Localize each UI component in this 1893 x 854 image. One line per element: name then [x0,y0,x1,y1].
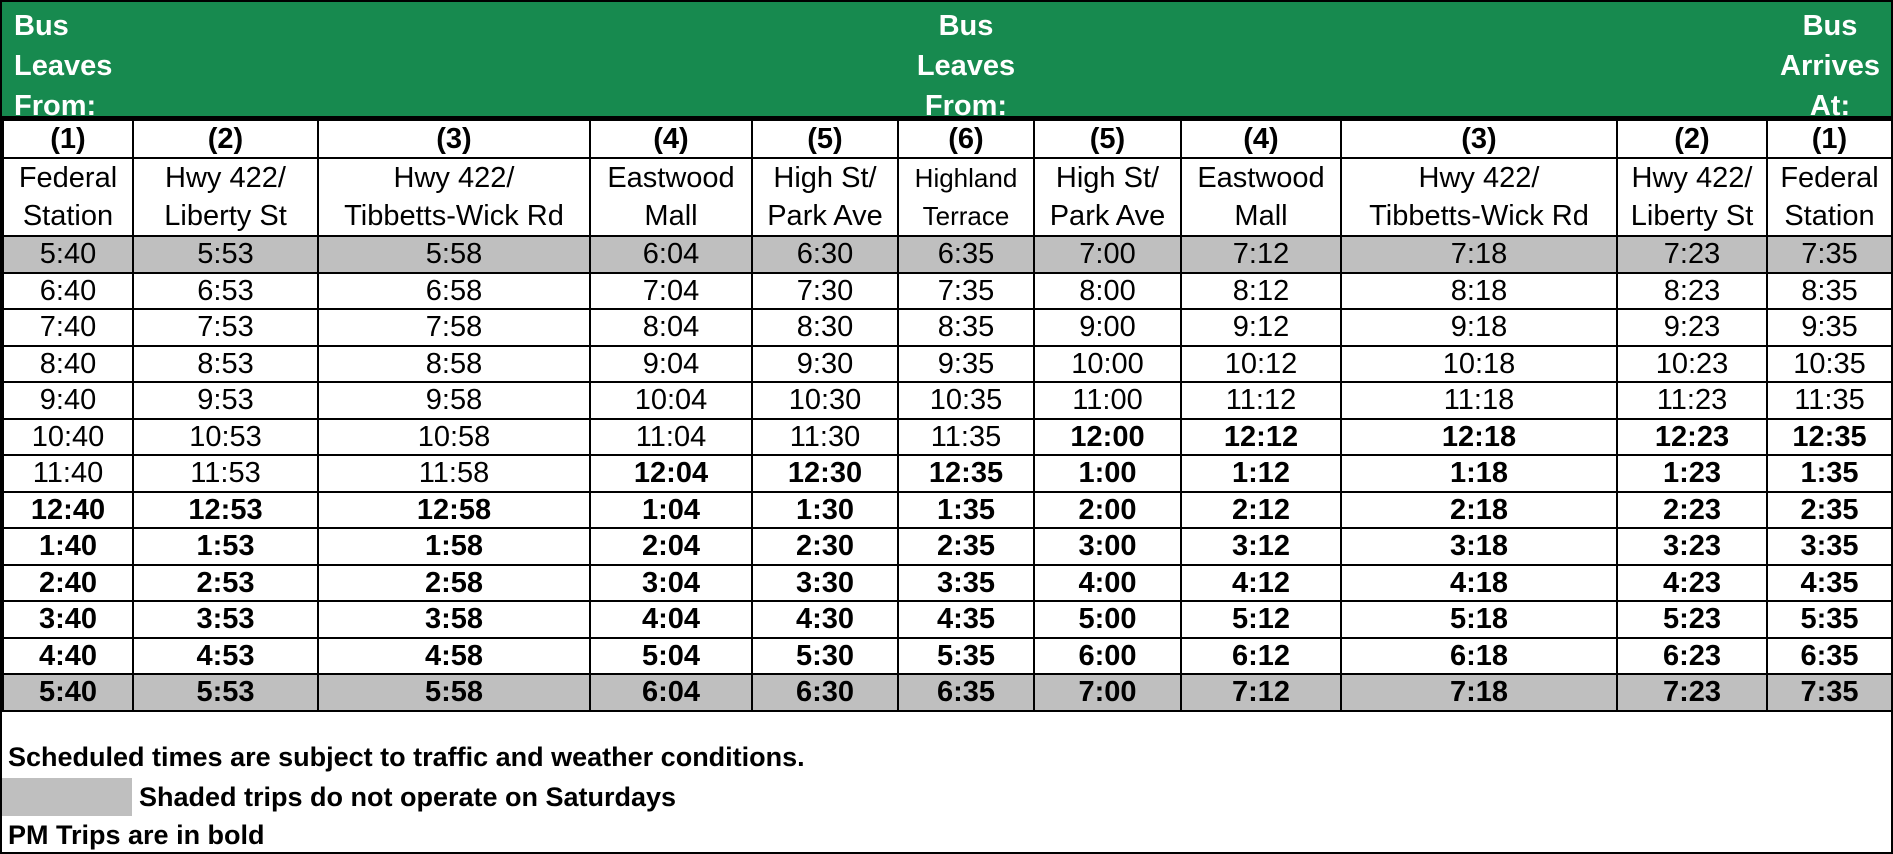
trip-time: 10:00 [1034,346,1181,383]
trip-row [3,309,1892,346]
stop-name-row [3,158,1892,236]
trip-time: 3:58 [318,601,590,638]
trip-row [3,273,1892,310]
trip-row [3,419,1892,456]
trip-time: 3:40 [3,601,133,638]
trip-time: 6:35 [1767,638,1892,675]
trip-time: 10:58 [318,419,590,456]
trip-time: 6:40 [3,273,133,310]
trip-time: 3:18 [1341,528,1617,565]
stop-number: (2) [1617,120,1767,158]
trip-time: 2:00 [1034,492,1181,529]
trip-time: 7:23 [1617,236,1767,273]
trip-time: 5:12 [1181,601,1341,638]
trip-time: 9:58 [318,382,590,419]
trip-time: 11:53 [133,455,318,492]
traffic-note: Scheduled times are subject to traffic and weather conditions. [8,742,805,772]
trip-time: 9:40 [3,382,133,419]
trip-time: 9:18 [1341,309,1617,346]
trip-time: 4:30 [752,601,898,638]
stop-name: Federal Station [3,158,133,236]
stop-number: (6) [898,120,1034,158]
banner-label-arrives-at: Bus Arrives At: [1780,10,1880,122]
stop-name: Federal Station [1767,158,1892,236]
stop-number-row [3,120,1892,158]
trip-time: 5:58 [318,674,590,711]
trip-time: 6:04 [590,674,752,711]
trip-time: 9:30 [752,346,898,383]
trip-time: 7:35 [898,273,1034,310]
trip-time: 8:04 [590,309,752,346]
trip-time: 6:58 [318,273,590,310]
trip-row [3,382,1892,419]
trip-time: 9:53 [133,382,318,419]
trip-time: 6:12 [1181,638,1341,675]
trip-time: 4:35 [1767,565,1892,602]
stop-number: (5) [752,120,898,158]
trip-time: 12:12 [1181,419,1341,456]
trip-time: 10:12 [1181,346,1341,383]
trip-time: 7:00 [1034,674,1181,711]
trip-row [3,455,1892,492]
trip-time: 1:58 [318,528,590,565]
trip-time: 6:30 [752,674,898,711]
trip-time: 5:04 [590,638,752,675]
banner-label-leaves-from: Bus Leaves From: [14,10,113,122]
trip-time: 7:12 [1181,236,1341,273]
trip-time: 5:18 [1341,601,1617,638]
footnotes [2,740,1891,854]
trip-time: 6:04 [590,236,752,273]
trip-time: 1:23 [1617,455,1767,492]
trip-time: 2:53 [133,565,318,602]
trip-row [3,565,1892,602]
trip-row [3,492,1892,529]
shaded-legend-swatch [2,778,132,816]
trip-time: 12:35 [1767,419,1892,456]
trip-time: 2:30 [752,528,898,565]
trip-time: 9:00 [1034,309,1181,346]
trip-time: 2:35 [898,528,1034,565]
trip-time: 5:53 [133,674,318,711]
trip-time: 7:04 [590,273,752,310]
trip-time: 8:18 [1341,273,1617,310]
stop-number: (4) [1181,120,1341,158]
trip-time: 1:00 [1034,455,1181,492]
trip-time: 7:18 [1341,674,1617,711]
stop-number: (1) [3,120,133,158]
trip-time: 5:00 [1034,601,1181,638]
trip-time: 1:35 [898,492,1034,529]
stop-name: Eastwood Mall [1181,158,1341,236]
trip-time: 7:18 [1341,236,1617,273]
trip-time: 6:23 [1617,638,1767,675]
trip-time: 8:12 [1181,273,1341,310]
trip-row [3,528,1892,565]
trip-time: 10:35 [1767,346,1892,383]
trip-time: 8:23 [1617,273,1767,310]
shaded-note: Shaded trips do not operate on Saturdays [139,782,677,812]
trip-time: 5:40 [3,674,133,711]
trip-time: 4:40 [3,638,133,675]
trip-time: 6:53 [133,273,318,310]
trip-time: 10:40 [3,419,133,456]
trip-time: 6:00 [1034,638,1181,675]
trip-time: 12:53 [133,492,318,529]
stop-number: (4) [590,120,752,158]
trip-time: 3:35 [898,565,1034,602]
trip-time: 10:04 [590,382,752,419]
trip-row [3,601,1892,638]
trip-time: 9:23 [1617,309,1767,346]
trip-time: 2:40 [3,565,133,602]
trip-time: 3:53 [133,601,318,638]
trip-row [3,638,1892,675]
trip-time: 12:40 [3,492,133,529]
trip-time: 7:30 [752,273,898,310]
trip-time: 5:35 [1767,601,1892,638]
trip-time: 12:04 [590,455,752,492]
trip-time: 11:12 [1181,382,1341,419]
trip-time: 4:35 [898,601,1034,638]
trip-time: 7:12 [1181,674,1341,711]
trip-time: 8:35 [898,309,1034,346]
trip-time: 3:04 [590,565,752,602]
trip-time: 9:04 [590,346,752,383]
trip-time: 8:30 [752,309,898,346]
trip-time: 12:35 [898,455,1034,492]
trip-time: 1:53 [133,528,318,565]
trip-time: 7:40 [3,309,133,346]
stop-name: Hwy 422/ Tibbetts-Wick Rd [1341,158,1617,236]
trip-time: 4:18 [1341,565,1617,602]
trip-time: 5:58 [318,236,590,273]
stop-name: Hwy 422/ Liberty St [133,158,318,236]
trip-time: 8:00 [1034,273,1181,310]
trip-time: 1:35 [1767,455,1892,492]
trip-time: 4:58 [318,638,590,675]
trip-time: 1:18 [1341,455,1617,492]
trip-time: 11:23 [1617,382,1767,419]
trip-time: 3:23 [1617,528,1767,565]
trip-time: 7:35 [1767,236,1892,273]
trip-time: 7:35 [1767,674,1892,711]
trip-time: 10:30 [752,382,898,419]
trip-time: 12:58 [318,492,590,529]
trip-time: 9:12 [1181,309,1341,346]
bold-note: PM Trips are in bold [8,820,265,850]
trip-time: 4:12 [1181,565,1341,602]
trip-time: 11:30 [752,419,898,456]
trip-time: 2:35 [1767,492,1892,529]
trip-time: 11:00 [1034,382,1181,419]
trip-time: 11:35 [898,419,1034,456]
trip-time: 4:04 [590,601,752,638]
trip-time: 3:12 [1181,528,1341,565]
trip-time: 8:58 [318,346,590,383]
trip-time: 7:00 [1034,236,1181,273]
trip-time: 10:35 [898,382,1034,419]
trip-time: 11:35 [1767,382,1892,419]
trip-time: 12:00 [1034,419,1181,456]
trip-time: 5:35 [898,638,1034,675]
trip-time: 12:23 [1617,419,1767,456]
trip-time: 12:30 [752,455,898,492]
trip-time: 2:23 [1617,492,1767,529]
timetable-body [3,120,1892,711]
trip-time: 1:40 [3,528,133,565]
trip-time: 12:18 [1341,419,1617,456]
trip-time: 11:40 [3,455,133,492]
timetable [2,119,1893,712]
trip-time: 5:40 [3,236,133,273]
trip-time: 3:35 [1767,528,1892,565]
trip-row [3,236,1892,273]
trip-time: 8:40 [3,346,133,383]
trip-time: 9:35 [1767,309,1892,346]
trip-time: 11:04 [590,419,752,456]
stop-name: Highland Terrace [898,158,1034,236]
banner-label-leaves-from-return: Bus Leaves From: [916,10,1016,122]
trip-time: 4:23 [1617,565,1767,602]
stop-name: High St/ Park Ave [752,158,898,236]
trip-time: 11:18 [1341,382,1617,419]
trip-time: 4:00 [1034,565,1181,602]
trip-time: 5:53 [133,236,318,273]
stop-name: Eastwood Mall [590,158,752,236]
trip-time: 10:18 [1341,346,1617,383]
stop-number: (2) [133,120,318,158]
trip-time: 11:58 [318,455,590,492]
trip-time: 2:12 [1181,492,1341,529]
stop-name: Hwy 422/ Tibbetts-Wick Rd [318,158,590,236]
stop-number: (5) [1034,120,1181,158]
trip-time: 1:04 [590,492,752,529]
trip-time: 7:23 [1617,674,1767,711]
trip-time: 6:35 [898,236,1034,273]
trip-time: 8:53 [133,346,318,383]
trip-time: 4:53 [133,638,318,675]
trip-time: 10:53 [133,419,318,456]
trip-time: 2:04 [590,528,752,565]
stop-number: (3) [1341,120,1617,158]
trip-time: 7:58 [318,309,590,346]
trip-time: 3:00 [1034,528,1181,565]
stop-name: High St/ Park Ave [1034,158,1181,236]
trip-time: 2:18 [1341,492,1617,529]
header-banner [2,2,1891,122]
trip-time: 2:58 [318,565,590,602]
trip-time: 1:12 [1181,455,1341,492]
trip-time: 7:53 [133,309,318,346]
trip-time: 5:30 [752,638,898,675]
trip-time: 10:23 [1617,346,1767,383]
trip-time: 6:35 [898,674,1034,711]
stop-number: (1) [1767,120,1892,158]
stop-number: (3) [318,120,590,158]
trip-row [3,674,1892,711]
trip-time: 8:35 [1767,273,1892,310]
trip-time: 6:30 [752,236,898,273]
trip-time: 3:30 [752,565,898,602]
trip-time: 5:23 [1617,601,1767,638]
trip-time: 1:30 [752,492,898,529]
trip-row [3,346,1892,383]
trip-time: 9:35 [898,346,1034,383]
stop-name: Hwy 422/ Liberty St [1617,158,1767,236]
trip-time: 6:18 [1341,638,1617,675]
